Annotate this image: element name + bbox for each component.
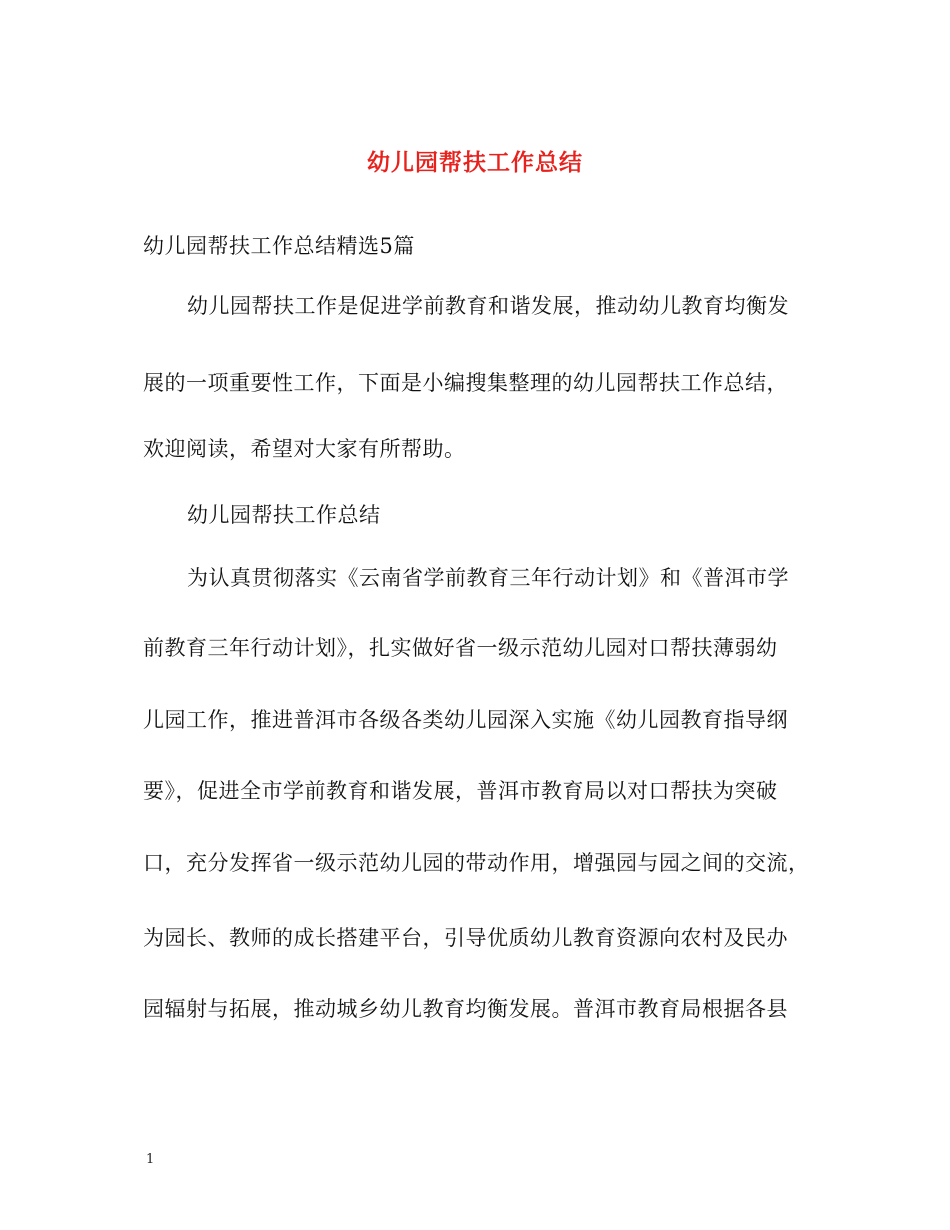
body-line: 儿园工作，推进普洱市各级各类幼儿园深入实施《幼儿园教育指导纲 bbox=[143, 708, 788, 732]
body-line: 前教育三年行动计划》，扎实做好省一级示范幼儿园对口帮扶薄弱幼 bbox=[143, 636, 778, 660]
body-line: 为园长、教师的成长搭建平台，引导优质幼儿教育资源向农村及民办 bbox=[143, 926, 788, 950]
body-line: 为认真贯彻落实《云南省学前教育三年行动计划》和《普洱市学 bbox=[187, 566, 789, 590]
document-subtitle: 幼儿园帮扶工作总结精选5篇 bbox=[143, 234, 415, 258]
intro-line: 幼儿园帮扶工作是促进学前教育和谐发展，推动幼儿教育均衡发 bbox=[187, 294, 789, 318]
intro-line: 欢迎阅读，希望对大家有所帮助。 bbox=[143, 437, 466, 461]
intro-line: 展的一项重要性工作，下面是小编搜集整理的幼儿园帮扶工作总结， bbox=[143, 371, 788, 395]
document-title: 幼儿园帮扶工作总结 bbox=[367, 149, 583, 176]
section-heading: 幼儿园帮扶工作总结 bbox=[187, 503, 381, 527]
body-line: 口，充分发挥省一级示范幼儿园的带动作用，增强园与园之间的交流， bbox=[143, 851, 810, 875]
body-line: 园辐射与拓展，推动城乡幼儿教育均衡发展。普洱市教育局根据各县 bbox=[143, 997, 788, 1021]
body-line: 要》，促进全市学前教育和谐发展，普洱市教育局以对口帮扶为突破 bbox=[143, 779, 778, 803]
page-number: 1 bbox=[146, 1152, 155, 1167]
